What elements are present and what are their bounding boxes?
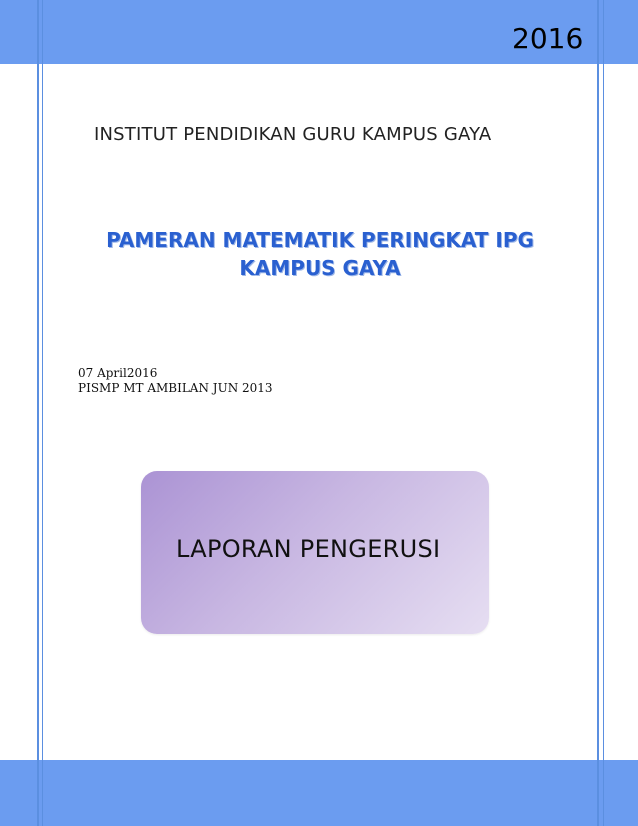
left-border-line-thin bbox=[42, 0, 43, 826]
title-line-2: KAMPUS GAYA bbox=[239, 256, 401, 280]
document-title bbox=[60, 226, 580, 282]
left-border-line bbox=[37, 0, 39, 826]
year-label: 2016 bbox=[512, 22, 584, 55]
report-title: LAPORAN PENGERUSI bbox=[176, 535, 441, 563]
right-border-line bbox=[597, 0, 599, 826]
footer-band bbox=[0, 760, 638, 826]
right-border-line-thin bbox=[603, 0, 604, 826]
institute-name: INSTITUT PENDIDIKAN GURU KAMPUS GAYA bbox=[94, 124, 492, 145]
title-line-1: PAMERAN MATEMATIK PERINGKAT IPG bbox=[106, 228, 534, 252]
programme-name: PISMP MT AMBILAN JUN 2013 bbox=[78, 381, 273, 395]
document-date: 07 April2016 bbox=[78, 366, 158, 380]
